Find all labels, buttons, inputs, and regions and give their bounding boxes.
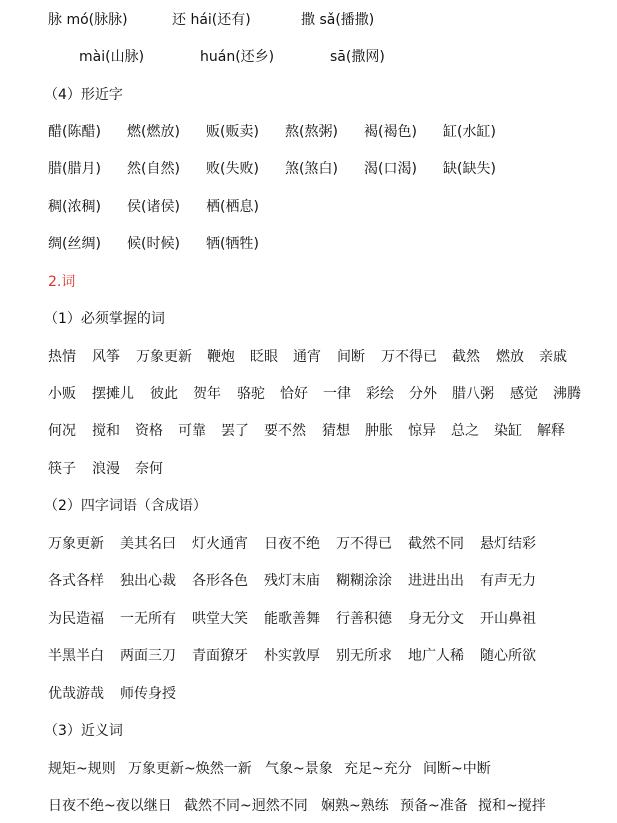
word-item: 染缸 xyxy=(494,423,522,439)
word-item: 贺年 xyxy=(193,386,221,402)
synonym-pair: 规矩~规则 xyxy=(48,761,116,777)
word-item: 一律 xyxy=(323,386,351,402)
section-heading: （4）形近字 xyxy=(44,87,123,103)
idiom-item: 随心所欲 xyxy=(480,648,536,664)
word-item: 搅和 xyxy=(92,423,120,439)
idiom-item: 日夜不绝 xyxy=(264,536,320,552)
synonym-pair: 间断~中断 xyxy=(423,761,491,777)
synonym-pair: 搅和~搅拌 xyxy=(478,798,546,814)
similar-char-item: 贩(贩卖) xyxy=(206,124,259,140)
similar-char-item: 然(自然) xyxy=(127,161,180,177)
idiom-item: 万象更新 xyxy=(48,536,104,552)
similar-char-item: 牺(牺牲) xyxy=(206,236,259,252)
word-item: 感觉 xyxy=(510,386,538,402)
similar-char-item: 稠(浓稠) xyxy=(48,199,101,215)
similar-char-item: 煞(煞白) xyxy=(285,161,338,177)
section-heading: （3）近义词 xyxy=(44,723,123,739)
section-heading: （1）必须掌握的词 xyxy=(44,311,165,327)
synonym-pair: 万象更新~焕然一新 xyxy=(128,761,252,777)
idiom-item: 青面獠牙 xyxy=(192,648,248,664)
idiom-item: 优哉游哉 xyxy=(48,686,104,702)
word-item: 总之 xyxy=(451,423,479,439)
idiom-item: 悬灯结彩 xyxy=(480,536,536,552)
word-item: 小贩 xyxy=(48,386,76,402)
idiom-item: 糊糊涂涂 xyxy=(336,573,392,589)
idiom-item: 行善积德 xyxy=(336,611,392,627)
idiom-item: 两面三刀 xyxy=(120,648,176,664)
idiom-item: 截然不同 xyxy=(408,536,464,552)
similar-char-item: 褐(褐色) xyxy=(364,124,417,140)
idiom-item: 各式各样 xyxy=(48,573,104,589)
idiom-item: 朴实敦厚 xyxy=(264,648,320,664)
word-item: 彼此 xyxy=(150,386,178,402)
polyphone-item: 撒 sǎ(播撒) xyxy=(301,12,375,28)
synonym-pair: 日夜不绝~夜以继日 xyxy=(48,798,172,814)
word-item: 风筝 xyxy=(92,349,120,365)
idiom-item: 哄堂大笑 xyxy=(192,611,248,627)
similar-char-item: 缺(缺失) xyxy=(443,161,496,177)
idiom-item: 有声无力 xyxy=(480,573,536,589)
polyphone-item: 还 hái(还有) xyxy=(172,12,251,28)
similar-char-item: 候(时候) xyxy=(127,236,180,252)
word-item: 筷子 xyxy=(48,461,76,477)
similar-char-item: 缸(水缸) xyxy=(443,124,496,140)
similar-char-item: 渴(口渴) xyxy=(364,161,417,177)
synonym-pair: 充足~充分 xyxy=(344,761,412,777)
synonym-pair: 娴熟~熟练 xyxy=(321,798,389,814)
similar-char-item: 醋(陈醋) xyxy=(48,124,101,140)
word-item: 奈何 xyxy=(135,461,163,477)
similar-char-item: 栖(栖息) xyxy=(206,199,259,215)
idiom-item: 万不得已 xyxy=(336,536,392,552)
polyphone-item: sā(撒网) xyxy=(330,49,385,65)
idiom-item: 一无所有 xyxy=(120,611,176,627)
idiom-item: 地广人稀 xyxy=(408,648,464,664)
word-item: 恰好 xyxy=(280,386,308,402)
idiom-item: 开山鼻祖 xyxy=(480,611,536,627)
idiom-item: 身无分文 xyxy=(408,611,464,627)
word-item: 骆驼 xyxy=(237,386,265,402)
idiom-item: 别无所求 xyxy=(336,648,392,664)
idiom-item: 残灯末庙 xyxy=(264,573,320,589)
word-item: 万不得已 xyxy=(381,349,437,365)
idiom-item: 能歌善舞 xyxy=(264,611,320,627)
idiom-item: 灯火通宵 xyxy=(192,536,248,552)
idiom-item: 独出心裁 xyxy=(120,573,176,589)
word-item: 亲戚 xyxy=(539,349,567,365)
word-item: 肿胀 xyxy=(365,423,393,439)
idiom-item: 半黑半白 xyxy=(48,648,104,664)
word-item: 万象更新 xyxy=(136,349,192,365)
word-item: 鞭炮 xyxy=(207,349,235,365)
idiom-item: 为民造福 xyxy=(48,611,104,627)
similar-char-item: 绸(丝绸) xyxy=(48,236,101,252)
word-item: 可靠 xyxy=(178,423,206,439)
idiom-item: 师传身授 xyxy=(120,686,176,702)
polyphone-item: 脉 mó(脉脉) xyxy=(48,12,128,28)
word-item: 热情 xyxy=(48,349,76,365)
similar-char-item: 侯(诸侯) xyxy=(127,199,180,215)
word-item: 间断 xyxy=(337,349,365,365)
word-item: 燃放 xyxy=(496,349,524,365)
polyphone-item: huán(还乡) xyxy=(200,49,275,65)
word-item: 何况 xyxy=(48,423,76,439)
synonym-pair: 预备~准备 xyxy=(400,798,468,814)
word-item: 罢了 xyxy=(221,423,249,439)
similar-char-item: 败(失败) xyxy=(206,161,259,177)
word-item: 分外 xyxy=(409,386,437,402)
word-item: 解释 xyxy=(537,423,565,439)
similar-char-item: 腊(腊月) xyxy=(48,161,101,177)
word-item: 要不然 xyxy=(264,423,306,439)
similar-char-item: 熬(熬粥) xyxy=(285,124,338,140)
word-item: 截然 xyxy=(452,349,480,365)
word-item: 沸腾 xyxy=(553,386,581,402)
word-item: 眨眼 xyxy=(250,349,278,365)
word-item: 惊异 xyxy=(408,423,436,439)
synonym-pair: 气象~景象 xyxy=(265,761,333,777)
section-title: 2.词 xyxy=(48,274,76,290)
word-item: 浪漫 xyxy=(92,461,120,477)
word-item: 通宵 xyxy=(293,349,321,365)
word-item: 猜想 xyxy=(322,423,350,439)
idiom-item: 进进出出 xyxy=(408,573,464,589)
polyphone-item: mài(山脉) xyxy=(79,49,145,65)
idiom-item: 美其名曰 xyxy=(120,536,176,552)
idiom-item: 各形各色 xyxy=(192,573,248,589)
synonym-pair: 截然不同~迥然不同 xyxy=(184,798,308,814)
word-item: 资格 xyxy=(135,423,163,439)
word-item: 彩绘 xyxy=(366,386,394,402)
word-item: 腊八粥 xyxy=(452,386,494,402)
similar-char-item: 燃(燃放) xyxy=(127,124,180,140)
word-item: 摆摊儿 xyxy=(92,386,134,402)
section-heading: （2）四字词语（含成语） xyxy=(44,498,207,514)
